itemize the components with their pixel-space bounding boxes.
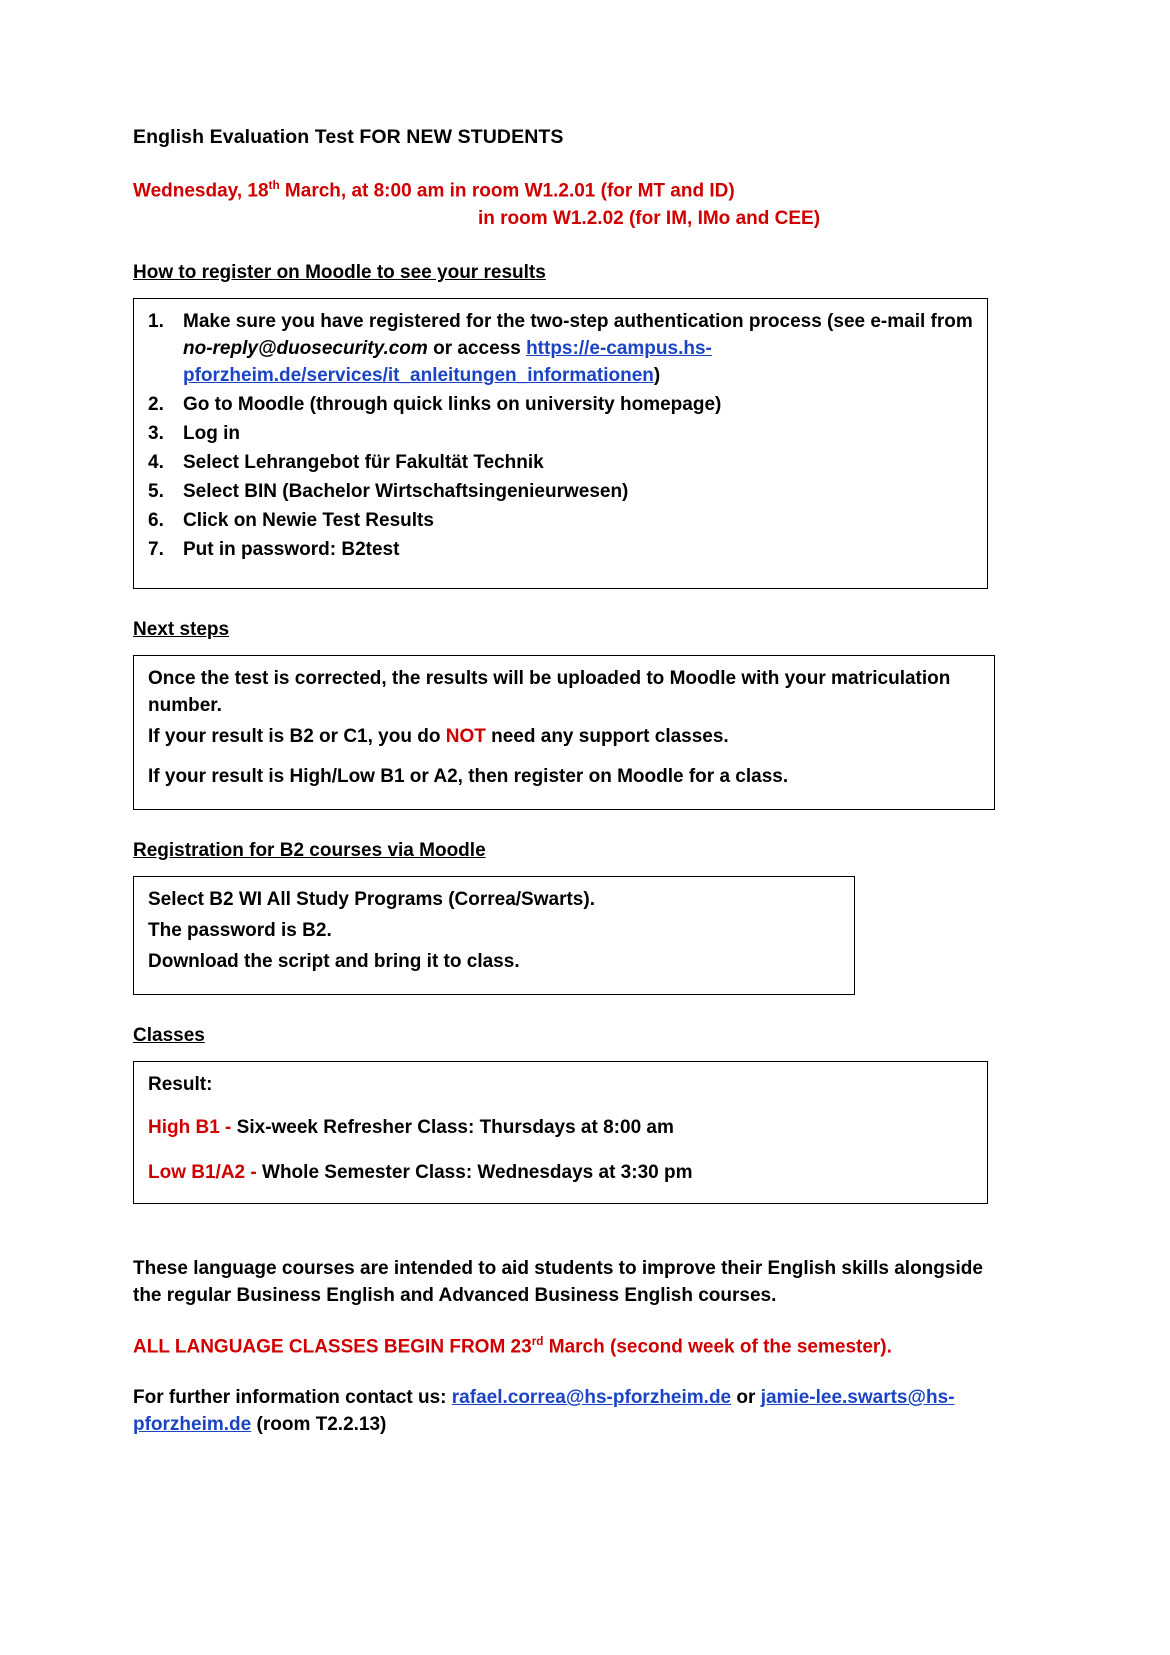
b2-registration-box xyxy=(133,876,855,995)
footer-start-post: March (second week of the semester). xyxy=(543,1336,892,1358)
list-item xyxy=(148,479,973,506)
document-content xyxy=(133,126,993,1439)
email-link-correa[interactable]: rafael.correa@hs-pforzheim.de xyxy=(451,1387,732,1409)
list-item xyxy=(148,537,973,564)
b2-line-1: Select B2 WI All Study Programs (Correa/Swarts). xyxy=(148,889,595,911)
footer-contact xyxy=(133,1385,993,1439)
list-item xyxy=(148,508,973,535)
exam-dateline xyxy=(133,177,993,232)
step-email-italic: no-reply@duosecurity.com xyxy=(183,338,428,360)
step-text: Select BIN (Bachelor Wirtschaftsingenieurwesen) xyxy=(183,481,629,503)
step-text: Click on Newie Test Results xyxy=(183,510,434,532)
dateline-day: Wednesday, 18 xyxy=(133,180,269,202)
step-text-mid: or access xyxy=(427,338,527,360)
class-level-low-b1: Low B1/A2 - xyxy=(148,1161,263,1183)
next-steps-line-2-post: need any support classes. xyxy=(485,726,729,748)
footer-start-date xyxy=(133,1334,993,1361)
email-link-swarts[interactable]: jamie-lee.swarts@hs-pforzheim.de xyxy=(133,1387,955,1436)
step-text: Log in xyxy=(183,423,240,445)
footer-contact-pre: For further information contact us: xyxy=(133,1387,452,1409)
step-text: Select Lehrangebot für Fakultät Technik xyxy=(183,452,544,474)
step-number: 4. xyxy=(148,452,164,474)
class-detail-high-b1: Six-week Refresher Class: Thursdays at 8:00 am xyxy=(236,1116,674,1138)
step-text: Go to Moodle (through quick links on university homepage) xyxy=(183,394,722,416)
classes-box xyxy=(133,1061,988,1204)
dateline-rest: March, at 8:00 am in room W1.2.01 (for MT and ID) xyxy=(279,180,735,202)
page-title: English Evaluation Test FOR NEW STUDENTS xyxy=(133,126,564,148)
step-number: 2. xyxy=(148,394,164,416)
section-heading-register: How to register on Moodle to see your results xyxy=(133,262,546,284)
section-heading-next-steps: Next steps xyxy=(133,619,230,641)
next-steps-not: NOT xyxy=(445,726,486,748)
register-steps-box xyxy=(133,298,988,589)
list-item xyxy=(148,450,973,477)
class-detail-low-b1: Whole Semester Class: Wednesdays at 3:30 pm xyxy=(262,1161,693,1183)
footer-start-pre: ALL LANGUAGE CLASSES BEGIN FROM 23 xyxy=(133,1336,532,1358)
next-steps-line-2-pre: If your result is B2 or C1, you do xyxy=(148,726,446,748)
section-heading-b2-registration: Registration for B2 courses via Moodle xyxy=(133,840,486,862)
step-text-post: ) xyxy=(653,365,661,387)
step-number: 6. xyxy=(148,510,164,532)
dateline-room2: in room W1.2.02 (for IM, IMo and CEE) xyxy=(478,207,821,229)
next-steps-line-1: Once the test is corrected, the results will be uploaded to Moodle with your matriculation number. xyxy=(148,668,951,717)
ecampus-link[interactable]: https://e-campus.hs-pforzheim.de/services/it_anleitungen_informationen xyxy=(183,338,712,387)
dateline-ordinal: th xyxy=(268,179,280,192)
next-steps-line-2 xyxy=(148,724,980,751)
step-text: Make sure you have registered for the two-step authentication process (see e-mail from xyxy=(183,311,973,333)
register-steps-list xyxy=(148,309,973,564)
step-number: 5. xyxy=(148,481,164,503)
list-item xyxy=(148,309,973,390)
step-number: 7. xyxy=(148,539,164,561)
footer-contact-mid: or xyxy=(731,1387,761,1409)
next-steps-line-3: If your result is High/Low B1 or A2, then register on Moodle for a class. xyxy=(148,766,789,788)
step-number: 3. xyxy=(148,423,164,445)
class-row-low-b1 xyxy=(148,1160,973,1187)
class-level-high-b1: High B1 - xyxy=(148,1116,237,1138)
next-steps-box xyxy=(133,655,995,810)
class-row-high-b1 xyxy=(148,1115,973,1142)
step-number: 1. xyxy=(148,311,164,333)
b2-line-3: Download the script and bring it to class. xyxy=(148,950,520,972)
footer-paragraph: These language courses are intended to aid students to improve their English skills alongside the regular Business English and Advanced Business English courses. xyxy=(133,1257,983,1306)
section-heading-classes: Classes xyxy=(133,1024,205,1046)
b2-line-2: The password is B2. xyxy=(148,919,332,941)
list-item xyxy=(148,421,973,448)
classes-result-label: Result: xyxy=(148,1073,213,1095)
footer-start-ordinal: rd xyxy=(531,1334,544,1348)
footer-contact-post: (room T2.2.13) xyxy=(251,1414,387,1436)
list-item xyxy=(148,392,973,419)
step-text: Put in password: B2test xyxy=(183,539,400,561)
